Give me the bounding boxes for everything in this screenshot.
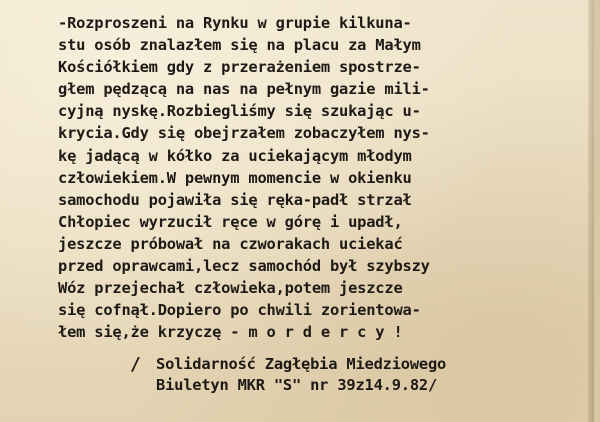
signature-lines <box>156 354 446 396</box>
text-line: cyjną nyskę.Rozbiegliśmy się szukając u- <box>58 102 421 121</box>
signature-slash: / <box>130 354 141 375</box>
text-line: -Rozproszeni na Rynku w grupie kilkuna- <box>58 14 412 32</box>
text-line: przed oprawcami,lecz samochód był szybszy <box>58 257 430 276</box>
text-line: Kościółkiem gdy z przerażeniem spostrze- <box>58 58 421 77</box>
text-line: jeszcze próbował na czworakach uciekać <box>58 234 403 253</box>
text-line: człowiekiem.W pewnym momencie w okienku <box>58 168 412 187</box>
text-line: samochodu pojawiła się ręka-padł strzał <box>58 190 412 209</box>
text-line: Chłopiec wyrzucił ręce w górę i upadł, <box>58 212 403 231</box>
text-line: stu osób znalazłem się na placu za Małym <box>58 36 421 55</box>
body-text <box>58 12 590 343</box>
text-line: głem pędzącą na nas na pełnym gazie mili- <box>58 80 430 99</box>
signature-organization: Solidarność Zagłębia Miedziowego <box>156 355 447 373</box>
text-line: się cofnął.Dopiero po chwili zorientowa- <box>58 301 421 320</box>
signature-bulletin: Biuletyn MKR "S" nr 39z14.9.82/ <box>156 376 438 394</box>
text-line: krycia.Gdy się obejrzałem zobaczyłem nys- <box>58 124 430 143</box>
text-line: Wóz przejechał człowieka,potem jeszcze <box>58 279 403 298</box>
text-line: kę jadącą w kółko za uciekającym młodym <box>58 146 412 165</box>
text-line: łem się,że krzyczę - m o r d e r c y ! <box>58 323 403 342</box>
